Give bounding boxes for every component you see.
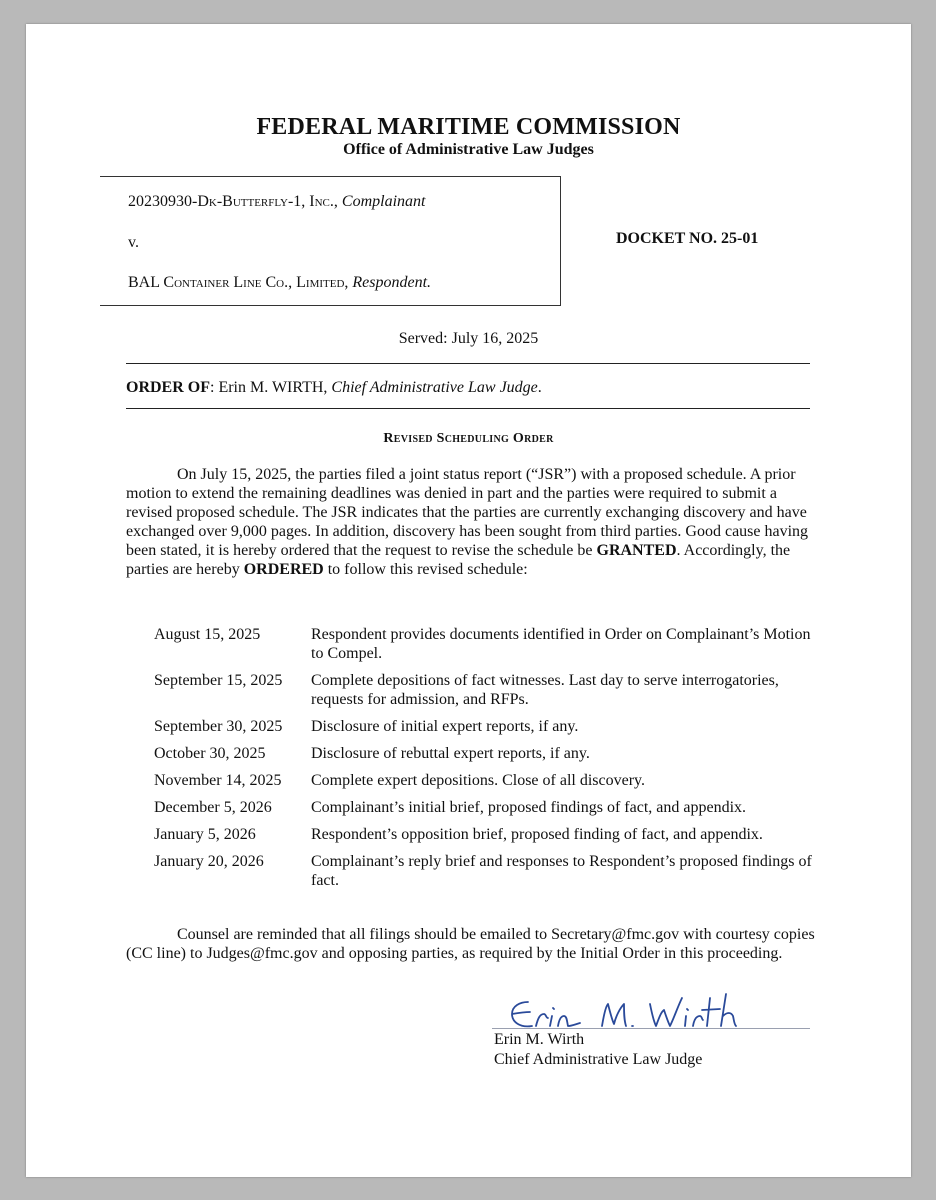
docket-number: DOCKET NO. 25-01: [616, 230, 759, 247]
schedule-date: October 30, 2025: [154, 745, 266, 762]
complainant-name: 20230930-Dk-Butterfly-1, Inc.,: [128, 193, 338, 210]
intro-paragraph: [126, 465, 816, 579]
schedule-event: Complete expert depositions. Close of all discovery.: [311, 772, 646, 789]
signer-name: Erin M. Wirth: [494, 1031, 585, 1048]
intro-text-3: to follow this revised schedule:: [323, 561, 528, 578]
schedule-event: Complainant’s initial brief, proposed findings of fact, and appendix.: [311, 799, 747, 816]
signature-underline: [492, 1028, 810, 1029]
schedule-date: September 30, 2025: [154, 718, 283, 735]
complainant-line: [128, 193, 425, 211]
order-of-colon: :: [210, 379, 219, 396]
schedule-event: Complainant’s reply brief and responses to Respondent’s proposed findings of fact.: [311, 853, 812, 889]
order-heading: Revised Scheduling Order: [383, 431, 554, 446]
office-subtitle: Office of Administrative Law Judges: [343, 141, 594, 158]
schedule-list: [154, 625, 814, 898]
divider-bottom: [126, 408, 810, 409]
respondent-line: [128, 274, 431, 292]
order-of-period: .: [537, 379, 542, 396]
intro-text-2: . Accordingly, the parties are hereby: [126, 542, 791, 578]
ordered-text: ORDERED: [243, 561, 324, 578]
schedule-row: [154, 717, 814, 736]
document-page: [26, 24, 911, 1177]
divider-top: [126, 363, 810, 364]
schedule-date: August 15, 2025: [154, 626, 261, 643]
schedule-row: [154, 671, 814, 709]
complainant-role: Complainant: [341, 193, 426, 210]
respondent-name: BAL Container Line Co., Limited,: [128, 274, 349, 291]
served-date: Served: July 16, 2025: [398, 330, 539, 347]
signature-block: [492, 990, 822, 1100]
schedule-date: December 5, 2026: [154, 799, 272, 816]
schedule-date: January 5, 2026: [154, 826, 256, 843]
closing-paragraph: [126, 925, 816, 963]
schedule-event: Complete depositions of fact witnesses. Last day to serve interrogatories, requests for admission, and RFPs.: [311, 672, 779, 708]
schedule-row: [154, 625, 814, 663]
order-of-label: ORDER OF: [126, 379, 210, 396]
agency-title: FEDERAL MARITIME COMMISSION: [256, 114, 681, 140]
schedule-date: September 15, 2025: [154, 672, 283, 689]
schedule-event: Disclosure of initial expert reports, if any.: [311, 718, 579, 735]
schedule-event: Respondent provides documents identified in Order on Complainant’s Motion to Compel.: [311, 626, 811, 662]
intro-text-1: On July 15, 2025, the parties filed a joint status report (“JSR”) with a proposed schedule. A prior motion to extend the remaining deadlines was denied in part and the parties were required to submit a revised proposed schedule. The JSR indicates that the parties are currently exchanging discovery and have exchanged over 9,000 pages. In addition, discovery has been sought from third parties. Good cause having been stated, it is hereby ordered that the request to revise the schedule be: [126, 466, 809, 559]
order-of-line: [126, 379, 542, 397]
granted-text: GRANTED: [596, 542, 677, 559]
case-caption-box: [100, 176, 561, 306]
closing-text: Counsel are reminded that all filings should be emailed to Secretary@fmc.gov with courtesy copies (CC line) to Judges@fmc.gov and opposing parties, as required by the Initial Order in this proceeding.: [126, 926, 815, 962]
schedule-row: [154, 771, 814, 790]
signer-title: Chief Administrative Law Judge: [494, 1051, 703, 1068]
schedule-date: January 20, 2026: [154, 853, 264, 870]
schedule-row: [154, 798, 814, 817]
schedule-event: Disclosure of rebuttal expert reports, if any.: [311, 745, 590, 762]
judge-title: Chief Administrative Law Judge: [331, 379, 538, 396]
respondent-role: Respondent.: [352, 274, 432, 291]
schedule-row: [154, 744, 814, 763]
schedule-row: [154, 825, 814, 844]
schedule-date: November 14, 2025: [154, 772, 282, 789]
schedule-row: [154, 852, 814, 890]
versus: v.: [128, 234, 139, 251]
schedule-event: Respondent’s opposition brief, proposed finding of fact, and appendix.: [311, 826, 763, 843]
judge-name: Erin M. WIRTH,: [218, 379, 332, 396]
